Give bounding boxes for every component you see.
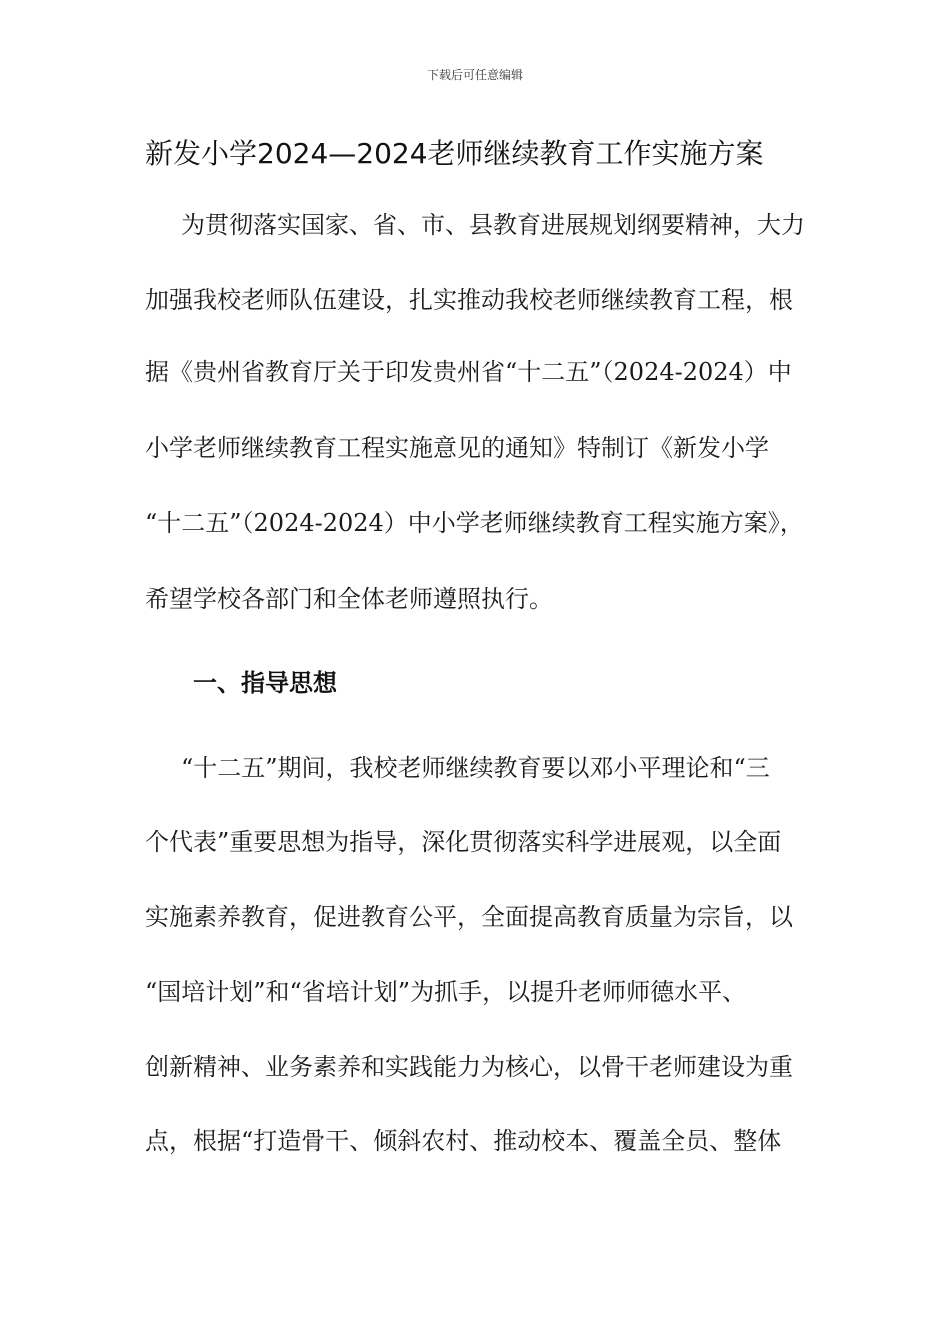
document-title: 新发小学2024—2024老师继续教育工作实施方案 bbox=[145, 137, 764, 170]
paragraph-line: 希望学校各部门和全体老师遵照执行。 bbox=[145, 585, 553, 613]
page-header-note: 下载后可任意编辑 bbox=[426, 68, 523, 82]
paragraph-line: 据《贵州省教育厅关于印发贵州省“十二五”（2024-2024）中 bbox=[145, 358, 792, 386]
paragraph-line: “十二五”（2024-2024）中小学老师继续教育工程实施方案》， bbox=[145, 509, 804, 537]
paragraph-line: 小学老师继续教育工程实施意见的通知》特制订《新发小学 bbox=[145, 434, 769, 462]
paragraph-line: “国培计划”和“省培计划”为抓手，以提升老师师德水平、 bbox=[145, 978, 747, 1006]
paragraph-line: 个代表”重要思想为指导，深化贯彻落实科学进展观，以全面 bbox=[145, 828, 782, 856]
section-heading: 一、指导思想 bbox=[193, 669, 337, 697]
paragraph-line: 创新精神、业务素养和实践能力为核心，以骨干老师建设为重 bbox=[145, 1053, 793, 1081]
paragraph-line: 实施素养教育，促进教育公平，全面提高教育质量为宗旨，以 bbox=[145, 903, 793, 931]
paragraph-line: 为贯彻落实国家、省、市、县教育进展规划纲要精神，大力 bbox=[181, 211, 805, 239]
paragraph-line: 加强我校老师队伍建设，扎实推动我校老师继续教育工程，根 bbox=[145, 286, 793, 314]
paragraph-line: “十二五”期间，我校老师继续教育要以邓小平理论和“三 bbox=[181, 754, 770, 782]
paragraph-line: 点，根据“打造骨干、倾斜农村、推动校本、覆盖全员、整体 bbox=[145, 1127, 782, 1155]
